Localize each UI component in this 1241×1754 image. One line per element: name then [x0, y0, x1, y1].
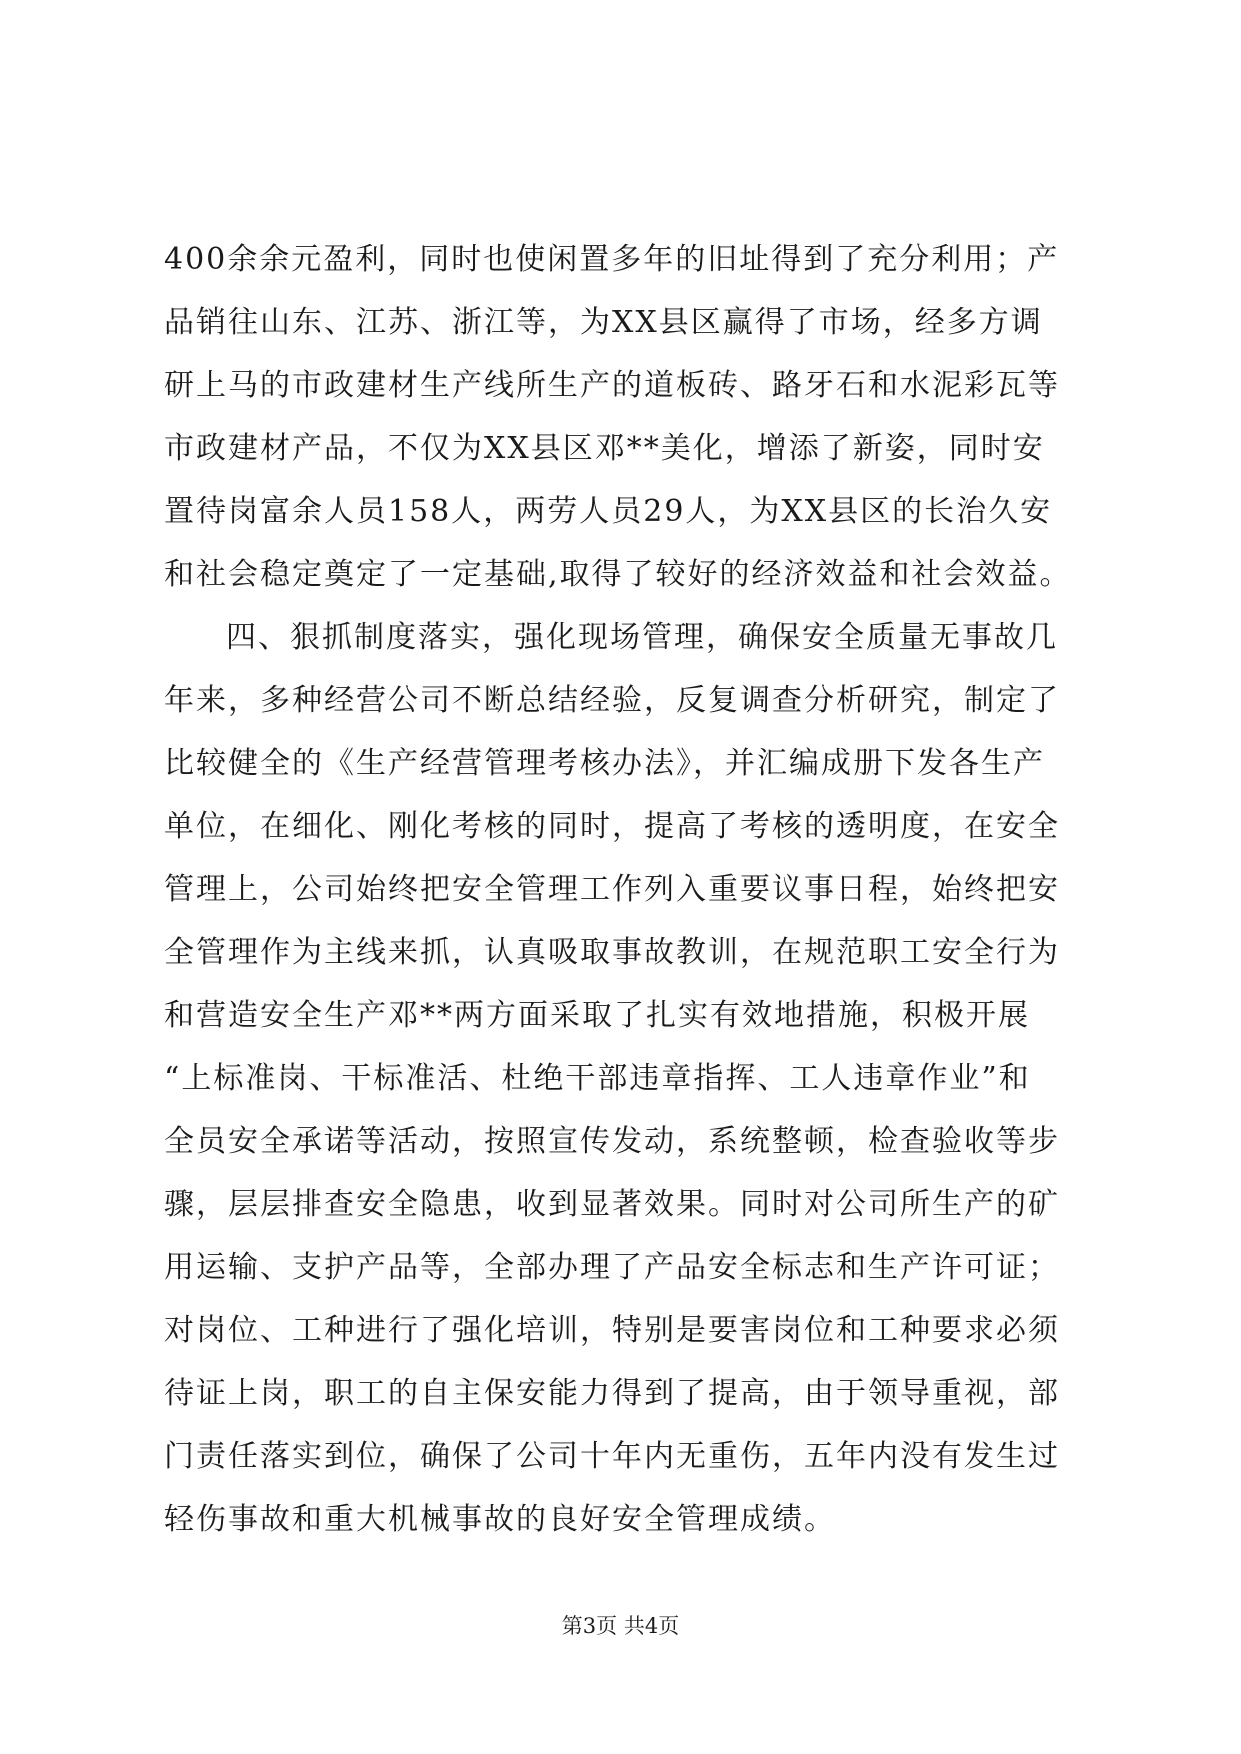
page-number-footer: 第3页 共4页 — [561, 1614, 680, 1638]
text-line: 管理上，公司始终把安全管理工作列入重要议事日程，始终把安 — [164, 872, 1060, 907]
body-text — [164, 228, 1084, 1551]
text-line: “上标准岗、干标准活、杜绝干部违章指挥、工人违章作业”和 — [164, 1061, 1031, 1096]
text-line: 轻伤事故和重大机械事故的良好安全管理成绩。 — [164, 1502, 836, 1537]
text-line: 门责任落实到位，确保了公司十年内无重伤，五年内没有发生过 — [164, 1439, 1060, 1474]
text-line: 置待岗富余人员158人，两劳人员29人，为XX县区的长治久安 — [164, 494, 1053, 529]
text-line: 全管理作为主线来抓，认真吸取事故教训，在规范职工安全行为 — [164, 935, 1060, 970]
text-line: 和社会稳定奠定了一定基础,取得了较好的经济效益和社会效益。 — [164, 557, 1072, 592]
text-line: 研上马的市政建材生产线所生产的道板砖、路牙石和水泥彩瓦等 — [164, 368, 1060, 403]
text-line: 骤，层层排查安全隐患，收到显著效果。同时对公司所生产的矿 — [164, 1187, 1060, 1222]
text-line: 全员安全承诺等活动，按照宣传发动，系统整顿，检查验收等步 — [164, 1124, 1060, 1159]
text-line: 用运输、支护产品等，全部办理了产品安全标志和生产许可证； — [164, 1250, 1060, 1285]
text-line: 比较健全的《生产经营管理考核办法》，并汇编成册下发各生产 — [164, 746, 1045, 781]
text-line: 对岗位、工种进行了强化培训，特别是要害岗位和工种要求必须 — [164, 1313, 1060, 1348]
text-line: 年来，多种经营公司不断总结经验，反复调查分析研究，制定了 — [164, 683, 1060, 718]
text-line: 400余余元盈利，同时也使闲置多年的旧址得到了充分利用；产 — [164, 242, 1060, 277]
text-line: 品销往山东、江苏、浙江等，为XX县区赢得了市场，经多方调 — [164, 305, 1043, 340]
text-line: 市政建材产品，不仅为XX县区邓**美化，增添了新姿，同时安 — [164, 431, 1045, 466]
text-line: 单位，在细化、刚化考核的同时，提高了考核的透明度，在安全 — [164, 809, 1060, 844]
paragraph-start-line: 四、狠抓制度落实，强化现场管理，确保安全质量无事故几 — [226, 620, 1058, 655]
text-line: 待证上岗，职工的自主保安能力得到了提高，由于领导重视，部 — [164, 1376, 1060, 1411]
text-line: 和营造安全生产邓**两方面采取了扎实有效地措施，积极开展 — [164, 998, 1030, 1033]
